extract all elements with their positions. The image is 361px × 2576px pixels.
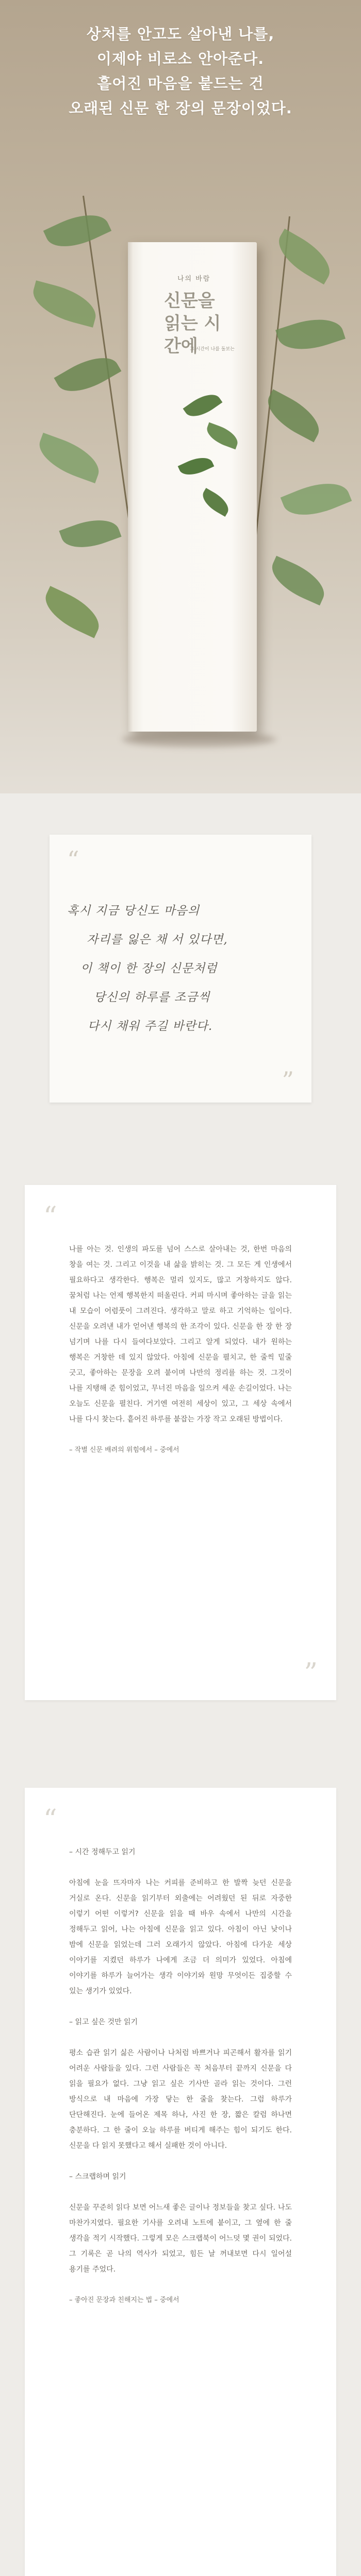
book-subtitle: 그 시간이 나를 돌보는 xyxy=(190,347,235,352)
hero-headline xyxy=(0,22,361,121)
note-line: 다시 채워 주길 바란다. xyxy=(88,1020,213,1033)
close-quote-icon: ” xyxy=(304,1658,318,1689)
book-spine xyxy=(128,242,133,732)
excerpt-paragraph: 나를 아는 것. 인생의 파도를 넘어 스스로 살아내는 것, 한번 마음의 창을 여는 것. 그리고 이것을 내 삶을 밝히는 것. 그 모든 게 인생에서 필요하다고 생각한다. 행복은 멀리 있지도, 많고 거창하지도 않다. 꿈처럼 나는 언제 행복한지 떠올린다. 커피 마시며 좋아하는 글을 읽는 내 모습이 어렴풋이 그려진다. 생각하고 말로 하고 기억하는 일이다. 신문을 오려낸 내가 얻어낸 행복의 한 조각이 있다. 신문을 한 장 한 장 넘기며 나를 다시 들여다보았다. 그리고 알게 되었다. 내가 원하는 행복은 거창한 데 있지 않았다. 아침에 신문을 펼치고, 한 줄씩 밑줄 긋고, 좋아하는 문장을 오려 붙이며 나만의 정리를 하는 것. 그것이 나를 지탱해 준 힘이었고, 무너진 마음을 일으켜 세운 손길이었다. 나는 오늘도 신문을 펼친다. 거기엔 여전히 세상이 있고, 그 세상 속에서 나를 다시 찾는다. 흩어진 하루를 붙잡는 가장 작고 오래된 방법이다. xyxy=(69,1245,292,1423)
hero-line: 오래된 신문 한 장의 문장이었다. xyxy=(69,99,292,117)
leaf-icon xyxy=(183,388,223,423)
excerpt-paragraph: 평소 습관 읽기 싫은 사람이나 나처럼 바쁘거나 피곤해서 활자를 읽기 어려운 사람들을 있다. 그런 사람들은 꼭 처음부터 끝까지 신문을 다 읽을 필요가 없다. 그냥 읽고 싶은 기사만 골라 읽는 것이다. 그런 방식으로 내 마음에 가장 닿는 한 줄을 찾는다. 그럼 하루가 단단해진다. 눈에 들어온 제목 하나, 사진 한 장, 짧은 칼럼 하나면 충분하다. 그 한 줄이 오늘 하루를 버티게 해주는 힘이 되기도 한다. 신문을 다 읽지 못했다고 해서 실패한 것이 아니다. xyxy=(69,2049,292,2150)
book-shadow xyxy=(122,732,276,747)
section-heading: – 스크랩하며 읽기 xyxy=(69,2173,126,2181)
section-heading: – 시간 정해두고 읽기 xyxy=(69,1848,136,1856)
excerpt-citation: – 좋아진 문장과 친해지는 법 – 중에서 xyxy=(69,2296,179,2304)
excerpt-body xyxy=(69,1844,292,2308)
leaf-icon xyxy=(178,452,215,480)
leaf-decoration xyxy=(265,556,331,606)
leaf-decoration xyxy=(59,512,121,556)
note-line: 당신의 하루를 조금씩 xyxy=(94,991,210,1004)
note-line: 혹시 지금 당신도 마음의 xyxy=(67,904,200,918)
excerpt-body xyxy=(69,1242,292,1458)
leaf-decoration xyxy=(38,586,106,638)
excerpt-citation: – 작별 신문 배려의 위힘에서 – 중에서 xyxy=(69,1446,179,1454)
excerpt-paragraph: 아침에 눈을 뜨자마자 나는 커피를 준비하고 한 발짝 늦던 신문을 거실로 온다. 신문을 읽기부터 외출에는 어려웠던 된 뒤로 자중한 이렇기 어떤 이렇거? 신문을 읽을 때 바우 속에서 나만의 시간을 정해두고 읽어, 나는 아침에 신문을 읽고 있다. 아침이 아닌 낮이나 밤에 신문을 읽었는데 그러 오래가지 않았다. 아침에 다가운 세상 이야기를 지켰던 하루가 나에게 조금 더 의미가 있었다. 아침에 이야기를 하루가 늘어가는 생각 이야기와 원망 무엇이든 집중할 수 있는 생기가 있었다. xyxy=(69,1879,292,1995)
book-cover xyxy=(128,242,257,732)
handwritten-note-card xyxy=(50,835,311,1103)
open-quote-icon: “ xyxy=(67,846,79,874)
hero-line: 흩어진 마음을 붙드는 건 xyxy=(97,75,264,92)
leaf-decoration xyxy=(260,389,327,442)
hero-section xyxy=(0,0,361,793)
open-quote-icon: “ xyxy=(43,1804,57,1835)
leaf-icon xyxy=(199,488,233,517)
leaf-decoration xyxy=(281,473,352,526)
excerpt-paragraph: 신문을 꾸준히 읽다 보면 어느새 좋은 글이나 정보들을 찾고 싶다. 나도 마찬가지였다. 필요한 기사를 오려내 노트에 붙이고, 그 옆에 한 줄 생각을 적기 시작했다. 그렇게 모은 스크랩북이 어느덧 몇 권이 되었다. 그 기록은 곧 나의 역사가 되었고, 힘든 날 꺼내보면 다시 일어설 용기를 주었다. xyxy=(69,2204,292,2274)
excerpt-card-2 xyxy=(25,1788,336,2576)
hero-line: 이제야 비로소 안아준다. xyxy=(96,50,265,67)
leaf-decoration xyxy=(43,205,111,257)
note-body xyxy=(67,896,294,1041)
excerpt-card-1 xyxy=(25,1185,336,1700)
leaf-decoration xyxy=(33,433,105,483)
note-line: 자리를 잃은 채 서 있다면, xyxy=(87,933,228,946)
close-quote-icon: ” xyxy=(282,1066,294,1094)
book-author: 나의 바람 xyxy=(177,275,211,283)
leaf-decoration xyxy=(270,229,338,284)
leaf-decoration xyxy=(275,310,346,358)
open-quote-icon: “ xyxy=(43,1201,57,1232)
section-heading: – 읽고 싶은 것만 읽기 xyxy=(69,2018,138,2026)
hero-line: 상처를 안고도 살아낸 나를, xyxy=(86,25,275,43)
leaf-icon xyxy=(204,422,241,450)
note-line: 이 책이 한 장의 신문처럼 xyxy=(80,962,218,975)
book-title: 신문을 읽는 시간에 xyxy=(164,291,221,357)
leaf-decoration xyxy=(28,280,101,328)
